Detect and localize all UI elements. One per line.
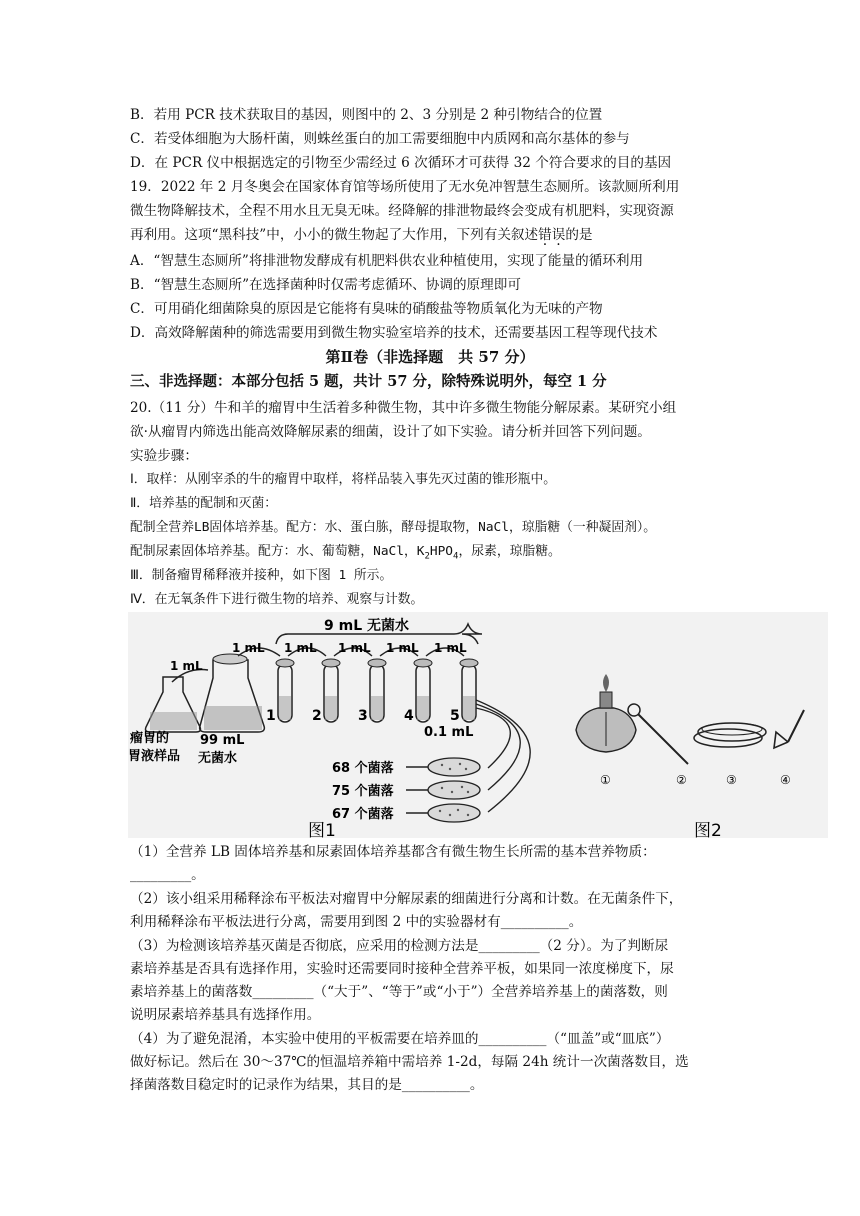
petri-dish-icon bbox=[694, 723, 766, 747]
test-tube bbox=[322, 659, 340, 722]
step-2: Ⅱ．培养基的配制和灭菌： bbox=[130, 496, 278, 511]
q20-sub2-line2: 利用稀释涂布平板法进行分离，需要用到图 2 中的实验器材有__________。 bbox=[130, 914, 583, 930]
subscript: 4 bbox=[453, 551, 459, 562]
alcohol-lamp-icon bbox=[576, 674, 636, 752]
figure2-caption: 图2 bbox=[694, 821, 722, 838]
step-4: Ⅳ．在无氧条件下进行微生物的培养、观察与计数。 bbox=[130, 592, 424, 607]
transfer-label: 1 mL bbox=[434, 641, 467, 655]
q20-sub3-line2: 素培养基是否具有选择作用，实验时还需要同时接种全营养平板，如果同一浓度梯度下，尿 bbox=[130, 961, 674, 977]
q20-sub1-line2: _________。 bbox=[130, 867, 205, 883]
tool-number: ② bbox=[676, 773, 687, 787]
q20-sub4-line1: （4）为了避免混淆，本实验中使用的平板需要在培养皿的__________（“皿盖”或“皿底”） bbox=[130, 1031, 670, 1047]
transfer-label: 1 mL bbox=[170, 659, 203, 673]
q18-option-c: C．若受体细胞为大肠杆菌，则蛛丝蛋白的加工需要细胞中内质网和高尔基体的参与 bbox=[130, 131, 630, 147]
spreader-icon bbox=[774, 710, 804, 748]
subscript: 2 bbox=[424, 551, 430, 562]
formula-text: ，尿素，琼脂糖。 bbox=[458, 544, 561, 559]
step-1: Ⅰ．取样：从刚宰杀的牛的瘤胃中取样，将样品装入事先灭过菌的锥形瓶中。 bbox=[130, 472, 557, 487]
q19-stem-line3 bbox=[130, 226, 593, 244]
colony-count: 75 个菌落 bbox=[332, 784, 394, 799]
sample-label-2: 胃液样品 bbox=[128, 749, 181, 764]
part2-title: 第Ⅱ卷（非选择题 共 57 分） bbox=[325, 348, 535, 366]
test-tube bbox=[414, 659, 432, 722]
q20-sub2-line1: （2）该小组采用稀释涂布平板法对瘤胃中分解尿素的细菌进行分离和计数。在无菌条件下， bbox=[130, 891, 683, 907]
culture-plate bbox=[428, 781, 480, 799]
tool-number: ① bbox=[600, 773, 611, 787]
q19-stem-line1: 19．2022 年 2 月冬奥会在国家体育馆等场所使用了无水免冲智慧生态厕所。该款厕所利用 bbox=[130, 179, 680, 195]
q19-stem-line2: 微生物降解技术，全程不用水且无臭无味。经降解的排泄物最终会变成有机肥料，实现资源 bbox=[130, 203, 674, 219]
q20-stem-line1: 20.（11 分）牛和羊的瘤胃中生活着多种微生物，其中许多微生物能分解尿素。某研究小组 bbox=[130, 400, 677, 416]
q19-stem-tail: 的是 bbox=[565, 227, 593, 243]
test-tube bbox=[276, 659, 294, 722]
emphasis-char: 错 bbox=[538, 227, 552, 243]
sample-label-1: 瘤胃的 bbox=[130, 731, 170, 746]
colony-count: 67 个菌落 bbox=[332, 807, 394, 822]
tube-number: 2 bbox=[312, 708, 322, 724]
colony-count: 68 个菌落 bbox=[332, 761, 394, 776]
q20-sub3-line3: 素培养基上的菌落数_________（“大于”、“等于”或“小于”）全营养培养基上的菌落数，则 bbox=[130, 984, 668, 1000]
tube-number: 4 bbox=[404, 708, 414, 724]
culture-plate bbox=[428, 804, 480, 822]
q18-option-b: B．若用 PCR 技术获取目的基因，则图中的 2、3 分别是 2 种引物结合的位置 bbox=[130, 107, 603, 123]
emphasis-char: 误 bbox=[551, 227, 566, 243]
tube-number: 1 bbox=[266, 708, 276, 724]
q20-sub3-line4: 说明尿素培养基具有选择作用。 bbox=[130, 1007, 321, 1023]
q19-option-c: C．可用硝化细菌除臭的原因是它能将有臭味的硝酸盐等物质氧化为无味的产物 bbox=[130, 301, 603, 317]
q19-option-b: B．“智慧生态厕所”在选择菌种时仅需考虑循环、协调的原理即可 bbox=[130, 277, 521, 293]
q20-stem-line2: 欲·从瘤胃内筛选出能高效降解尿素的细菌，设计了如下实验。请分析并回答下列问题。 bbox=[130, 424, 651, 440]
figure1-caption: 图1 bbox=[308, 821, 336, 838]
q20-sub4-line3: 择菌落数目稳定时的记录作为结果，其目的是__________。 bbox=[130, 1077, 484, 1093]
water-label: 9 mL 无菌水 bbox=[324, 618, 409, 634]
q20-sub3-line1: （3）为检测该培养基灭菌是否彻底，应采用的检测方法是_________（2 分）。为了判断尿 bbox=[130, 938, 669, 954]
test-tube bbox=[460, 659, 478, 722]
culture-plate bbox=[428, 758, 480, 776]
step-3: Ⅲ．制备瘤胃稀释液并接种，如下图 1 所示。 bbox=[130, 568, 393, 583]
figure-drawing bbox=[128, 612, 828, 838]
transfer-label: 1 mL bbox=[386, 641, 419, 655]
q19-option-d: D．高效降解菌种的筛选需要用到微生物实验室培养的技术，还需要基因工程等现代技术 bbox=[130, 325, 658, 341]
transfer-label: 1 mL bbox=[284, 641, 317, 655]
q18-option-d: D．在 PCR 仪中根据选定的引物至少需经过 6 次循环才可获得 32 个符合要求的目的基因 bbox=[130, 155, 672, 171]
formula-text: HPO bbox=[429, 544, 454, 559]
section3-heading: 三、非选择题：本部分包括 5 题，共计 57 分，除特殊说明外，每空 1 分 bbox=[130, 373, 607, 390]
q19-option-a: A．“智慧生态厕所”将排泄物发酵成有机肥料供农业种植使用，实现了能量的循环利用 bbox=[130, 253, 644, 269]
steps-title: 实验步骤： bbox=[130, 448, 198, 464]
transfer-label: 1 mL bbox=[338, 641, 371, 655]
inoculating-loop-icon bbox=[628, 704, 688, 764]
spread-volume: 0.1 mL bbox=[424, 725, 474, 740]
formula-text: 配制尿素固体培养基。配方：水、葡萄糖，NaCl，K bbox=[130, 544, 425, 559]
q20-sub4-line2: 做好标记。然后在 30～37℃的恒温培养箱中需培养 1-2d，每隔 24h 统计一次菌落数目，选 bbox=[130, 1054, 689, 1070]
q20-sub1-line1: （1）全营养 LB 固体培养基和尿素固体培养基都含有微生物生长所需的基本营养物质： bbox=[130, 844, 656, 860]
step-2a: 配制全营养LB固体培养基。配方：水、蛋白胨，酵母提取物，NaCl，琼脂糖（一种凝固剂）。 bbox=[130, 520, 657, 535]
experiment-figure bbox=[128, 612, 828, 838]
tool-number: ③ bbox=[726, 773, 737, 787]
test-tubes bbox=[276, 659, 478, 722]
step-2b bbox=[130, 543, 561, 566]
test-tube bbox=[368, 659, 386, 722]
tool-number: ④ bbox=[780, 773, 791, 787]
flask-volume: 99 mL bbox=[200, 733, 245, 748]
transfer-label: 1 mL bbox=[232, 641, 265, 655]
tube-number: 3 bbox=[358, 708, 368, 724]
flask-label: 无菌水 bbox=[198, 751, 238, 766]
q19-stem-text: 再利用。这项“黑科技”中，小小的微生物起了大作用，下列有关叙述 bbox=[130, 227, 539, 243]
tube-number: 5 bbox=[450, 708, 460, 724]
